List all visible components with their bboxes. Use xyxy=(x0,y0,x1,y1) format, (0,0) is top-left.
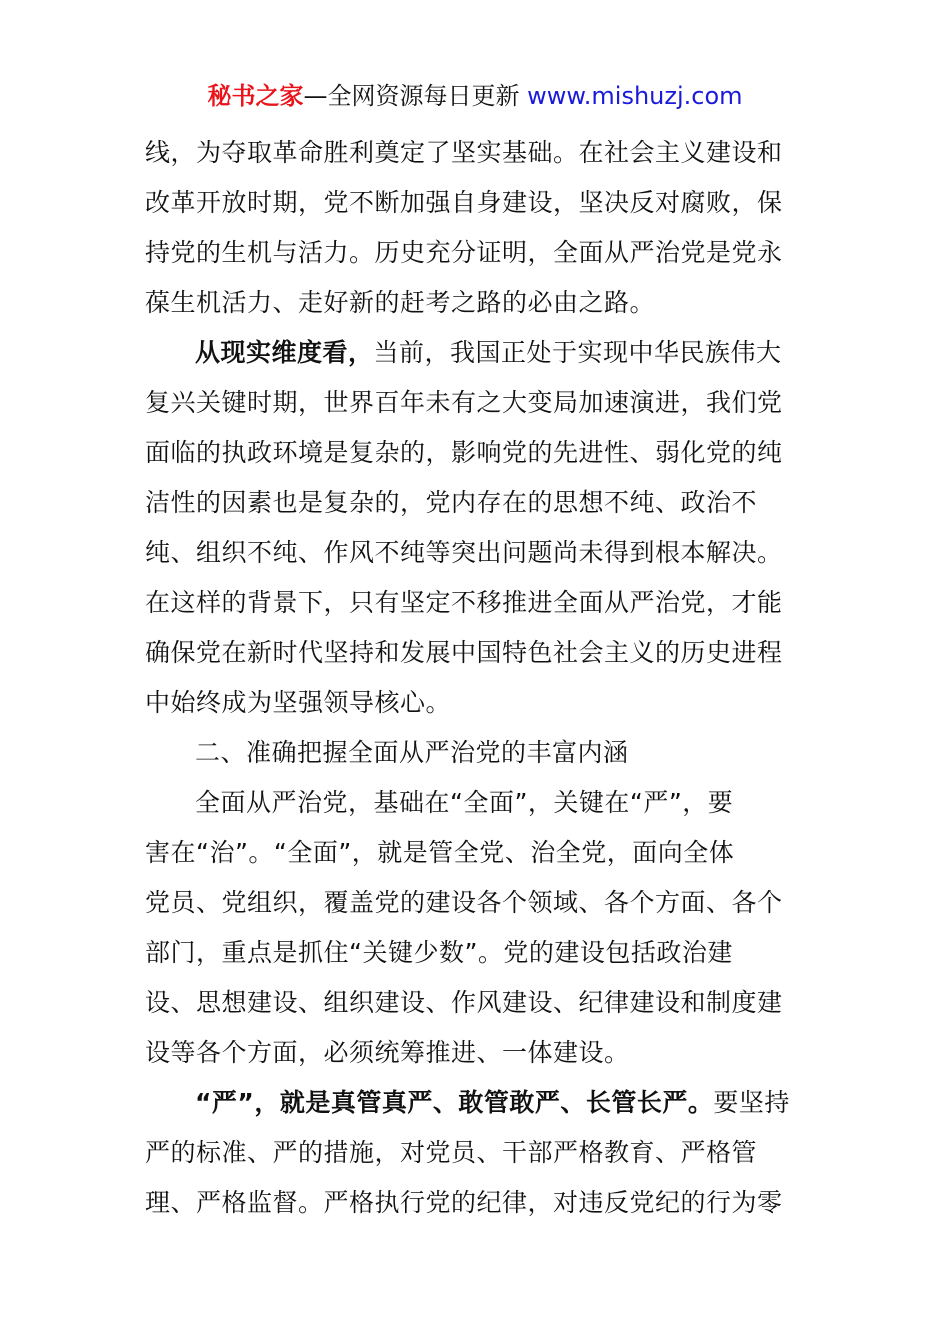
text-line: 部门，重点是抓住“关键少数”。党的建设包括政治建 xyxy=(145,938,733,967)
text-line: 确保党在新时代坚持和发展中国特色社会主义的历史进程 xyxy=(145,638,783,667)
text-run: 要坚持 xyxy=(713,1088,790,1117)
paragraph-lead-bold: “严”，就是真管真严、敢管敢严、长管长严。 xyxy=(195,1088,714,1117)
section-heading: 二、准确把握全面从严治党的丰富内涵 xyxy=(195,738,629,767)
text-line: 洁性的因素也是复杂的，党内存在的思想不纯、政治不 xyxy=(145,488,758,517)
site-header xyxy=(0,80,950,112)
text-line: 中始终成为坚强领导核心。 xyxy=(145,688,452,717)
paragraph-lead-bold: 从现实维度看， xyxy=(195,338,374,367)
text-line: 复兴关键时期，世界百年未有之大变局加速演进，我们党 xyxy=(145,388,783,417)
site-tagline: —全网资源每日更新 xyxy=(303,82,528,110)
text-line: 全面从严治党，基础在“全面”，关键在“严”，要 xyxy=(195,788,734,817)
text-line xyxy=(145,1078,810,1128)
text-line: 在这样的背景下，只有坚定不移推进全面从严治党，才能 xyxy=(145,588,783,617)
text-line: 改革开放时期，党不断加强自身建设，坚决反对腐败，保 xyxy=(145,188,783,217)
paragraph-reality xyxy=(145,328,810,728)
text-line: 设、思想建设、组织建设、作风建设、纪律建设和制度建 xyxy=(145,988,783,1017)
text-line: 葆生机活力、走好新的赶考之路的必由之路。 xyxy=(145,288,656,317)
document-body xyxy=(145,128,810,1228)
site-url-link[interactable]: www.mishuzj.com xyxy=(527,82,743,110)
paragraph-strict xyxy=(145,1078,810,1228)
text-run: 当前，我国正处于实现中华民族伟大 xyxy=(373,338,782,367)
text-line: 严的标准、严的措施，对党员、干部严格教育、严格管 xyxy=(145,1138,758,1167)
text-line: 线，为夺取革命胜利奠定了坚实基础。在社会主义建设和 xyxy=(145,138,783,167)
text-line: 持党的生机与活力。历史充分证明，全面从严治党是党永 xyxy=(145,238,783,267)
text-line: 纯、组织不纯、作风不纯等突出问题尚未得到根本解决。 xyxy=(145,538,783,567)
text-line: 理、严格监督。严格执行党的纪律，对违反党纪的行为零 xyxy=(145,1188,783,1217)
site-brand: 秘书之家 xyxy=(207,82,304,110)
paragraph-comprehensive xyxy=(145,778,810,1078)
text-line: 面临的执政环境是复杂的，影响党的先进性、弱化党的纯 xyxy=(145,438,783,467)
text-line: 害在“治”。“全面”，就是管全党、治全党，面向全体 xyxy=(145,838,735,867)
text-line: 党员、党组织，覆盖党的建设各个领域、各个方面、各个 xyxy=(145,888,783,917)
text-line: 设等各个方面，必须统筹推进、一体建设。 xyxy=(145,1038,630,1067)
paragraph-history xyxy=(145,128,810,328)
text-line xyxy=(145,328,810,378)
